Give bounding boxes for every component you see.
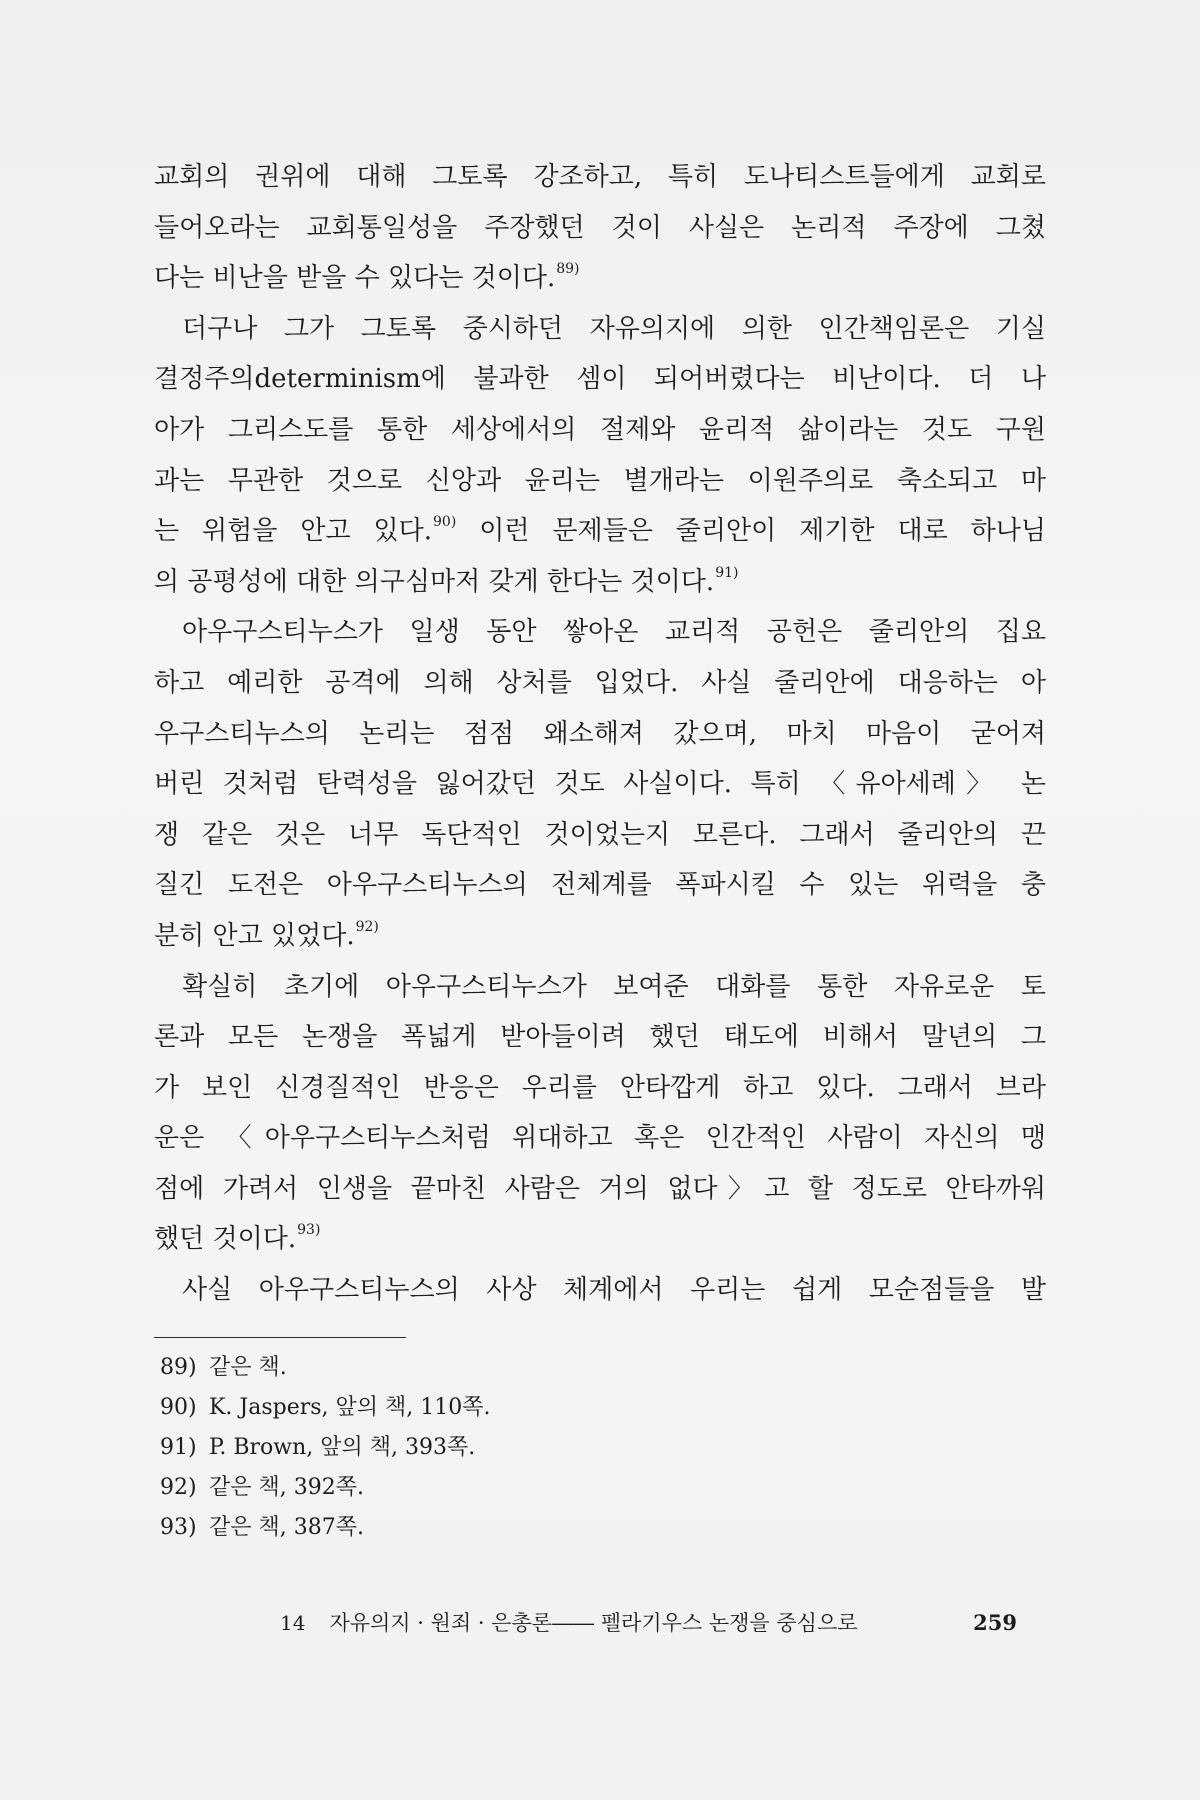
footnote-item [160, 1348, 1040, 1388]
line-text: 결정주의determinism에 불과한 셈이 되어버렸다는 비난이다. 더 나 [154, 364, 1046, 395]
line-text: 질긴 도전은 아우구스티누스의 전체계를 폭파시킬 수 있는 위력을 충 [154, 870, 1046, 901]
paragraph [154, 1265, 1046, 1316]
line-text: 점에 가려서 인생을 끝마친 사람은 거의 없다〉고 할 정도로 안타까워 [154, 1173, 1046, 1204]
line-text: 쟁 같은 것은 너무 독단적인 것이었는지 모른다. 그래서 줄리안의 끈 [154, 819, 1046, 850]
body-line [154, 456, 1046, 507]
body-line [154, 1164, 1046, 1215]
footnote-item [160, 1468, 1040, 1508]
body-line [154, 304, 1046, 355]
line-text: 버린 것처럼 탄력성을 잃어갔던 것도 사실이다. 특히 〈유아세례〉 논 [154, 769, 1046, 800]
footnote-number: 90) [160, 1395, 197, 1420]
body-line [154, 1265, 1046, 1316]
line-text: 사실 아우구스티누스의 사상 체계에서 우리는 쉽게 모순점들을 발 [182, 1275, 1046, 1306]
page-number: 259 [973, 1610, 1017, 1635]
body-line [154, 607, 1046, 658]
body-line [154, 1214, 1046, 1265]
line-text: 확실히 초기에 아우구스티누스가 보여준 대화를 통한 자유로운 토 [182, 971, 1046, 1002]
body-line [154, 557, 1046, 608]
footnote-number: 92) [160, 1475, 197, 1500]
line-text: 가 보인 신경질적인 반응은 우리를 안타깝게 하고 있다. 그래서 브라 [154, 1072, 1046, 1103]
body-line [154, 152, 1046, 203]
footnote-marker: 90) [433, 514, 457, 531]
line-text: 하고 예리한 공격에 의해 상처를 입었다. 사실 줄리안에 대응하는 아 [154, 667, 1046, 698]
footnote-number: 89) [160, 1355, 197, 1380]
line-text: 교회의 권위에 대해 그토록 강조하고, 특히 도나티스트들에게 교회로 [154, 162, 1046, 192]
footer-chapter-number: 14 [280, 1611, 306, 1635]
body-line [154, 1063, 1046, 1114]
body-line [154, 759, 1046, 810]
body-line [154, 1113, 1046, 1164]
line-text-continued: 이런 문제들은 줄리안이 제기한 대로 하나님 [456, 516, 1046, 547]
body-line [154, 354, 1046, 405]
footnote-text: 같은 책, 387쪽. [209, 1515, 364, 1540]
footnote-item [160, 1388, 1040, 1428]
paragraph [154, 607, 1046, 961]
body-text [154, 152, 1046, 1316]
line-text: 의 공평성에 대한 의구심마저 갖게 한다는 것이다. [154, 566, 715, 597]
footer-title: 자유의지 · 원죄 · 은총론―― 펠라기우스 논쟁을 중심으로 [329, 1611, 858, 1635]
footnote-number: 91) [160, 1435, 197, 1460]
line-text: 분히 안고 있었다. [154, 920, 355, 951]
paragraph [154, 304, 1046, 608]
line-text: 는 위험을 안고 있다. [154, 516, 432, 547]
footnote-text: 같은 책, 392쪽. [209, 1475, 364, 1500]
footnote-marker: 93) [297, 1222, 321, 1239]
footnote-item [160, 1508, 1040, 1548]
body-line [154, 810, 1046, 861]
line-text: 아우구스티누스가 일생 동안 쌓아온 교리적 공헌은 줄리안의 집요 [182, 617, 1046, 648]
body-line [154, 1012, 1046, 1063]
body-line [154, 962, 1046, 1013]
body-line [154, 911, 1046, 962]
paragraph [154, 962, 1046, 1266]
line-text: 들어오라는 교회통일성을 주장했던 것이 사실은 논리적 주장에 그쳤 [154, 212, 1046, 243]
footnote-item [160, 1428, 1040, 1468]
line-text: 과는 무관한 것으로 신앙과 윤리는 별개라는 이원주의로 축소되고 마 [154, 465, 1046, 496]
line-text: 우구스티누스의 논리는 점점 왜소해져 갔으며, 마치 마음이 굳어져 [154, 718, 1046, 749]
footnote-text: P. Brown, 앞의 책, 393쪽. [209, 1435, 476, 1460]
line-text: 더구나 그가 그토록 중시하던 자유의지에 의한 인간책임론은 기실 [182, 313, 1046, 344]
body-line [154, 253, 1046, 304]
line-text: 론과 모든 논쟁을 폭넓게 받아들이려 했던 태도에 비해서 말년의 그 [154, 1022, 1046, 1053]
running-footer [280, 1605, 1017, 1641]
footnote-text: 같은 책. [209, 1355, 287, 1380]
footnote-number: 93) [160, 1515, 197, 1540]
paragraph [154, 152, 1046, 304]
line-text: 아가 그리스도를 통한 세상에서의 절제와 윤리적 삶이라는 것도 구원 [154, 414, 1046, 445]
body-line [154, 709, 1046, 760]
footnote-marker: 89) [556, 261, 580, 278]
footnote-marker: 91) [715, 564, 739, 581]
footnote-marker: 92) [355, 918, 379, 935]
line-text: 운은 〈아우구스티누스처럼 위대하고 혹은 인간적인 사람이 자신의 맹 [154, 1123, 1046, 1154]
footnote-rule [154, 1337, 406, 1338]
body-line [154, 203, 1046, 254]
body-line [154, 658, 1046, 709]
body-line [154, 860, 1046, 911]
footnote-text: K. Jaspers, 앞의 책, 110쪽. [209, 1395, 491, 1420]
body-line [154, 405, 1046, 456]
footnotes [160, 1348, 1040, 1548]
body-line [154, 506, 1046, 557]
line-text: 다는 비난을 받을 수 있다는 것이다. [154, 263, 556, 294]
line-text: 했던 것이다. [154, 1224, 297, 1255]
